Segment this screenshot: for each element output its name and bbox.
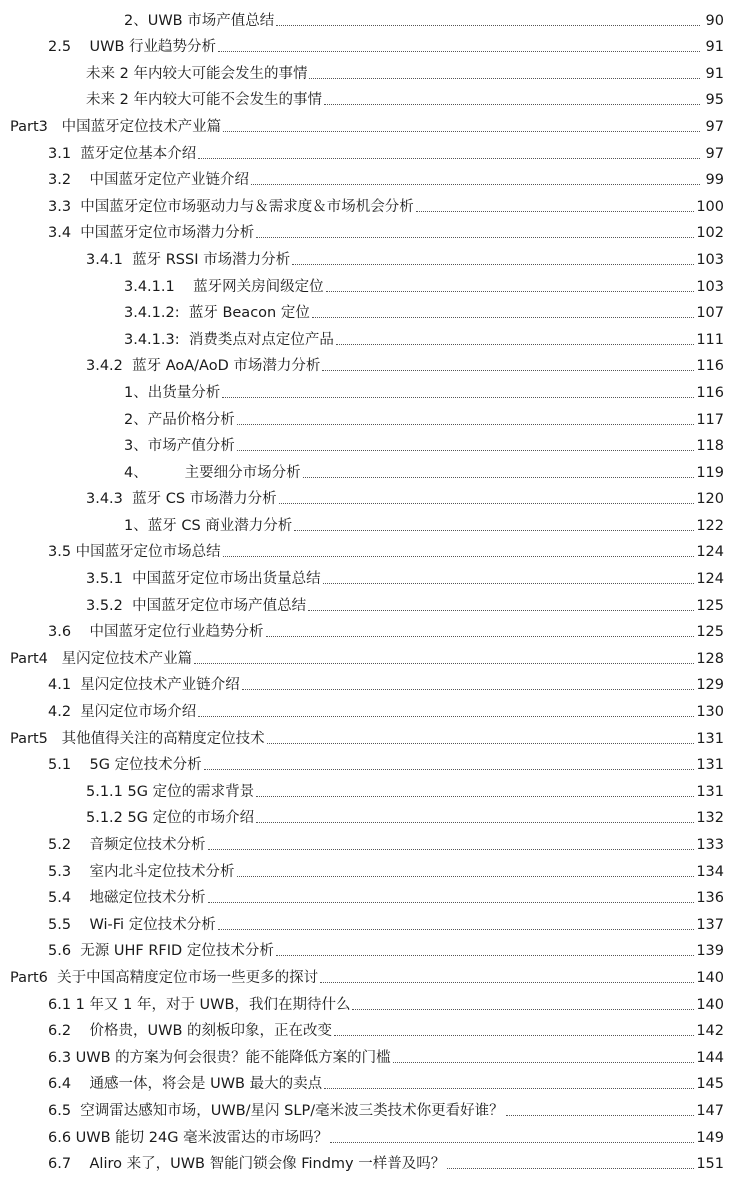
toc-entry[interactable] (0, 403, 724, 430)
toc-entry[interactable] (0, 722, 724, 749)
toc-entry-title: 3.3 中国蓝牙定位市场驱动力与＆需求度＆市场机会分析 (48, 198, 414, 215)
toc-entry-title: 5.1 5G 定位技术分析 (48, 757, 202, 774)
table-of-contents (0, 4, 724, 1174)
toc-entry[interactable] (0, 669, 724, 696)
toc-entry-page-number: 103 (696, 278, 724, 295)
dot-leader (447, 1168, 694, 1169)
toc-entry-title: 6.1 1 年又 1 年，对于 UWB，我们在期待什么 (48, 996, 351, 1013)
toc-entry[interactable] (0, 536, 724, 563)
toc-entry[interactable] (0, 509, 724, 536)
dot-leader (194, 663, 694, 664)
toc-entry[interactable] (0, 882, 724, 909)
dot-leader (237, 450, 695, 451)
toc-entry-title: 3.4.1.1 蓝牙网关房间级定位 (124, 278, 324, 295)
dot-leader (506, 1115, 695, 1116)
toc-entry-title: 未来 2 年内较大可能不会发生的事情 (86, 92, 322, 109)
dot-leader (416, 211, 695, 212)
toc-entry-title: 5.3 室内北斗定位技术分析 (48, 863, 235, 880)
toc-entry-title: 6.7 Aliro 来了，UWB 智能门锁会像 Findmy 一样普及吗？ (48, 1156, 446, 1173)
toc-entry-page-number: 133 (696, 837, 724, 853)
toc-entry[interactable] (0, 57, 724, 84)
dot-leader (198, 158, 700, 159)
toc-entry[interactable] (0, 323, 724, 350)
toc-entry-page-number: 124 (696, 544, 724, 561)
toc-entry-page-number: 131 (696, 730, 724, 747)
toc-entry[interactable] (0, 190, 724, 217)
toc-entry-page-number: 149 (696, 1129, 724, 1146)
toc-entry[interactable] (0, 217, 724, 244)
toc-entry-title: 3.4.1.3: 消费类点对点定位产品 (124, 331, 334, 348)
toc-entry-title: Part3 中国蓝牙定位技术产业篇 (10, 118, 222, 135)
toc-entry-page-number: 134 (696, 863, 724, 880)
toc-entry-title: Part6 关于中国高精度定位市场一些更多的探讨 (10, 969, 319, 986)
dot-leader (334, 1035, 694, 1036)
toc-entry[interactable] (0, 4, 724, 31)
dot-leader (330, 1142, 694, 1143)
toc-entry[interactable] (0, 562, 724, 589)
toc-entry-page-number: 116 (696, 358, 724, 375)
dot-leader (324, 1088, 694, 1089)
toc-entry-title: 5.1.2 5G 定位的市场介绍 (86, 810, 255, 827)
dot-leader (276, 25, 700, 26)
dot-leader (223, 131, 700, 132)
toc-entry-page-number: 124 (696, 571, 724, 588)
toc-entry-title: 5.2 音频定位技术分析 (48, 837, 206, 853)
dot-leader (267, 743, 695, 744)
toc-entry-page-number: 103 (696, 251, 724, 268)
toc-entry-page-number: 136 (696, 890, 724, 907)
toc-entry[interactable] (0, 749, 724, 776)
toc-entry[interactable] (0, 31, 724, 58)
toc-entry[interactable] (0, 456, 724, 483)
dot-leader (336, 344, 694, 345)
toc-entry-page-number: 107 (696, 305, 724, 322)
toc-entry-title: 3.5.1 中国蓝牙定位市场出货量总结 (86, 571, 321, 588)
dot-leader (312, 317, 694, 318)
toc-entry-title: 6.6 UWB 能切 24G 毫米波雷达的市场吗？ (48, 1129, 329, 1146)
toc-entry-title: 3.4 中国蓝牙定位市场潜力分析 (48, 225, 255, 242)
dot-leader (309, 78, 700, 79)
toc-entry[interactable] (0, 164, 724, 191)
toc-entry-page-number: 129 (696, 677, 724, 694)
toc-entry-title: 3.6 中国蓝牙定位行业趋势分析 (48, 624, 264, 641)
toc-entry-page-number: 116 (696, 384, 724, 401)
toc-entry-title: 3.4.3 蓝牙 CS 市场潜力分析 (86, 491, 277, 508)
toc-entry[interactable] (0, 775, 724, 802)
toc-entry[interactable] (0, 137, 724, 164)
toc-entry-page-number: 99 (705, 172, 724, 189)
toc-entry-page-number: 118 (696, 438, 724, 455)
toc-entry-title: 未来 2 年内较大可能会发生的事情 (86, 65, 308, 82)
toc-entry-title: 4.1 星闪定位技术产业链介绍 (48, 677, 240, 694)
toc-entry-page-number: 130 (696, 704, 724, 721)
toc-entry[interactable] (0, 908, 724, 935)
toc-entry-page-number: 91 (705, 65, 724, 82)
toc-entry-title: Part5 其他值得关注的高精度定位技术 (10, 730, 265, 747)
toc-entry-title: 1、出货量分析 (124, 384, 221, 401)
toc-entry-title: 4.2 星闪定位市场介绍 (48, 704, 197, 721)
toc-entry-title: 5.4 地磁定位技术分析 (48, 890, 206, 907)
toc-entry-page-number: 142 (696, 1023, 724, 1040)
toc-entry[interactable] (0, 1094, 724, 1121)
toc-entry[interactable] (0, 243, 724, 270)
toc-entry-page-number: 140 (696, 996, 724, 1013)
toc-entry[interactable] (0, 961, 724, 988)
toc-entry-title: 4、 主要细分市场分析 (124, 464, 301, 481)
toc-entry[interactable] (0, 430, 724, 457)
toc-entry-page-number: 145 (696, 1076, 724, 1093)
toc-entry-page-number: 125 (696, 597, 724, 614)
dot-leader (323, 583, 695, 584)
toc-entry[interactable] (0, 616, 724, 643)
toc-entry-page-number: 91 (705, 39, 724, 56)
toc-entry-title: 3、市场产值分析 (124, 438, 235, 455)
toc-entry-title: 6.4 通感一体，将会是 UWB 最大的卖点 (48, 1076, 323, 1093)
toc-entry-page-number: 111 (696, 331, 724, 348)
toc-entry[interactable] (0, 1068, 724, 1095)
dot-leader (198, 716, 694, 717)
toc-entry-title: 5.5 Wi-Fi 定位技术分析 (48, 916, 216, 933)
toc-entry-page-number: 137 (696, 916, 724, 933)
toc-entry-title: 5.6 无源 UHF RFID 定位技术分析 (48, 943, 274, 960)
toc-entry[interactable] (0, 988, 724, 1015)
toc-entry-page-number: 131 (696, 783, 724, 800)
toc-entry-title: 5.1.1 5G 定位的需求背景 (86, 783, 255, 800)
dot-leader (322, 370, 694, 371)
toc-entry-title: 6.5 空调雷达感知市场，UWB/星闪 SLP/毫米波三类技术你更看好谁？ (48, 1102, 504, 1119)
toc-entry[interactable] (0, 1041, 724, 1068)
toc-entry-title: 6.2 价格贵，UWB 的刻板印象，正在改变 (48, 1023, 333, 1040)
dot-leader (222, 397, 694, 398)
toc-entry-page-number: 132 (696, 810, 724, 827)
dot-leader (256, 822, 694, 823)
toc-entry-title: 2、UWB 市场产值总结 (124, 12, 275, 29)
toc-entry[interactable] (0, 84, 724, 111)
dot-leader (242, 689, 695, 690)
toc-entry-page-number: 100 (696, 198, 724, 215)
dot-leader (303, 477, 695, 478)
dot-leader (276, 955, 694, 956)
dot-leader (352, 1009, 694, 1010)
toc-entry-page-number: 119 (696, 464, 724, 481)
dot-leader (237, 876, 695, 877)
toc-entry-page-number: 90 (705, 12, 724, 29)
toc-entry-title: 3.2 中国蓝牙定位产业链介绍 (48, 172, 249, 189)
toc-entry[interactable] (0, 1121, 724, 1148)
dot-leader (279, 503, 695, 504)
toc-entry[interactable] (0, 589, 724, 616)
toc-entry-title: Part4 星闪定位技术产业篇 (10, 650, 193, 667)
dot-leader (218, 51, 700, 52)
toc-entry-page-number: 151 (696, 1156, 724, 1173)
dot-leader (208, 849, 695, 850)
toc-entry-title: 3.1 蓝牙定位基本介绍 (48, 145, 197, 162)
toc-entry[interactable] (0, 297, 724, 324)
toc-entry-title: 3.4.2 蓝牙 AoA/AoD 市场潜力分析 (86, 358, 321, 375)
toc-entry-page-number: 97 (705, 145, 724, 162)
toc-entry-page-number: 122 (696, 517, 724, 534)
toc-entry-page-number: 131 (696, 757, 724, 774)
toc-entry-title: 2、产品价格分析 (124, 411, 235, 428)
toc-entry-title: 2.5 UWB 行业趋势分析 (48, 39, 217, 56)
dot-leader (294, 530, 694, 531)
dot-leader (223, 556, 695, 557)
toc-entry[interactable] (0, 828, 724, 855)
toc-entry[interactable] (0, 642, 724, 669)
dot-leader (251, 184, 700, 185)
toc-entry-page-number: 120 (696, 491, 724, 508)
toc-entry[interactable] (0, 1015, 724, 1042)
dot-leader (308, 610, 694, 611)
dot-leader (237, 424, 695, 425)
toc-entry[interactable] (0, 695, 724, 722)
dot-leader (393, 1062, 695, 1063)
dot-leader (218, 929, 695, 930)
dot-leader (320, 982, 694, 983)
toc-entry-page-number: 95 (705, 92, 724, 109)
toc-entry-page-number: 97 (705, 118, 724, 135)
dot-leader (266, 636, 695, 637)
toc-entry[interactable] (0, 350, 724, 377)
toc-entry[interactable] (0, 855, 724, 882)
dot-leader (204, 769, 695, 770)
toc-entry-page-number: 102 (696, 225, 724, 242)
toc-entry-title: 3.5.2 中国蓝牙定位市场产值总结 (86, 597, 307, 614)
toc-entry-page-number: 117 (696, 411, 724, 428)
dot-leader (292, 264, 694, 265)
toc-entry-title: 1、蓝牙 CS 商业潜力分析 (124, 517, 293, 534)
toc-entry-title: 3.4.1 蓝牙 RSSI 市场潜力分析 (86, 251, 291, 268)
toc-entry-page-number: 140 (696, 969, 724, 986)
toc-entry-page-number: 125 (696, 624, 724, 641)
dot-leader (208, 902, 695, 903)
toc-entry[interactable] (0, 110, 724, 137)
toc-entry-page-number: 139 (696, 943, 724, 960)
toc-entry[interactable] (0, 1148, 724, 1175)
toc-entry[interactable] (0, 802, 724, 829)
toc-entry-title: 3.5 中国蓝牙定位市场总结 (48, 544, 221, 561)
dot-leader (256, 237, 694, 238)
toc-entry[interactable] (0, 935, 724, 962)
toc-entry[interactable] (0, 376, 724, 403)
toc-entry[interactable] (0, 483, 724, 510)
toc-entry-page-number: 128 (696, 650, 724, 667)
dot-leader (324, 104, 700, 105)
toc-entry-page-number: 147 (696, 1102, 724, 1119)
toc-entry-page-number: 144 (696, 1049, 724, 1066)
dot-leader (326, 291, 695, 292)
dot-leader (256, 796, 694, 797)
toc-entry[interactable] (0, 270, 724, 297)
toc-entry-title: 6.3 UWB 的方案为何会很贵？能不能降低方案的门槛 (48, 1049, 391, 1066)
toc-entry-title: 3.4.1.2: 蓝牙 Beacon 定位 (124, 305, 310, 322)
